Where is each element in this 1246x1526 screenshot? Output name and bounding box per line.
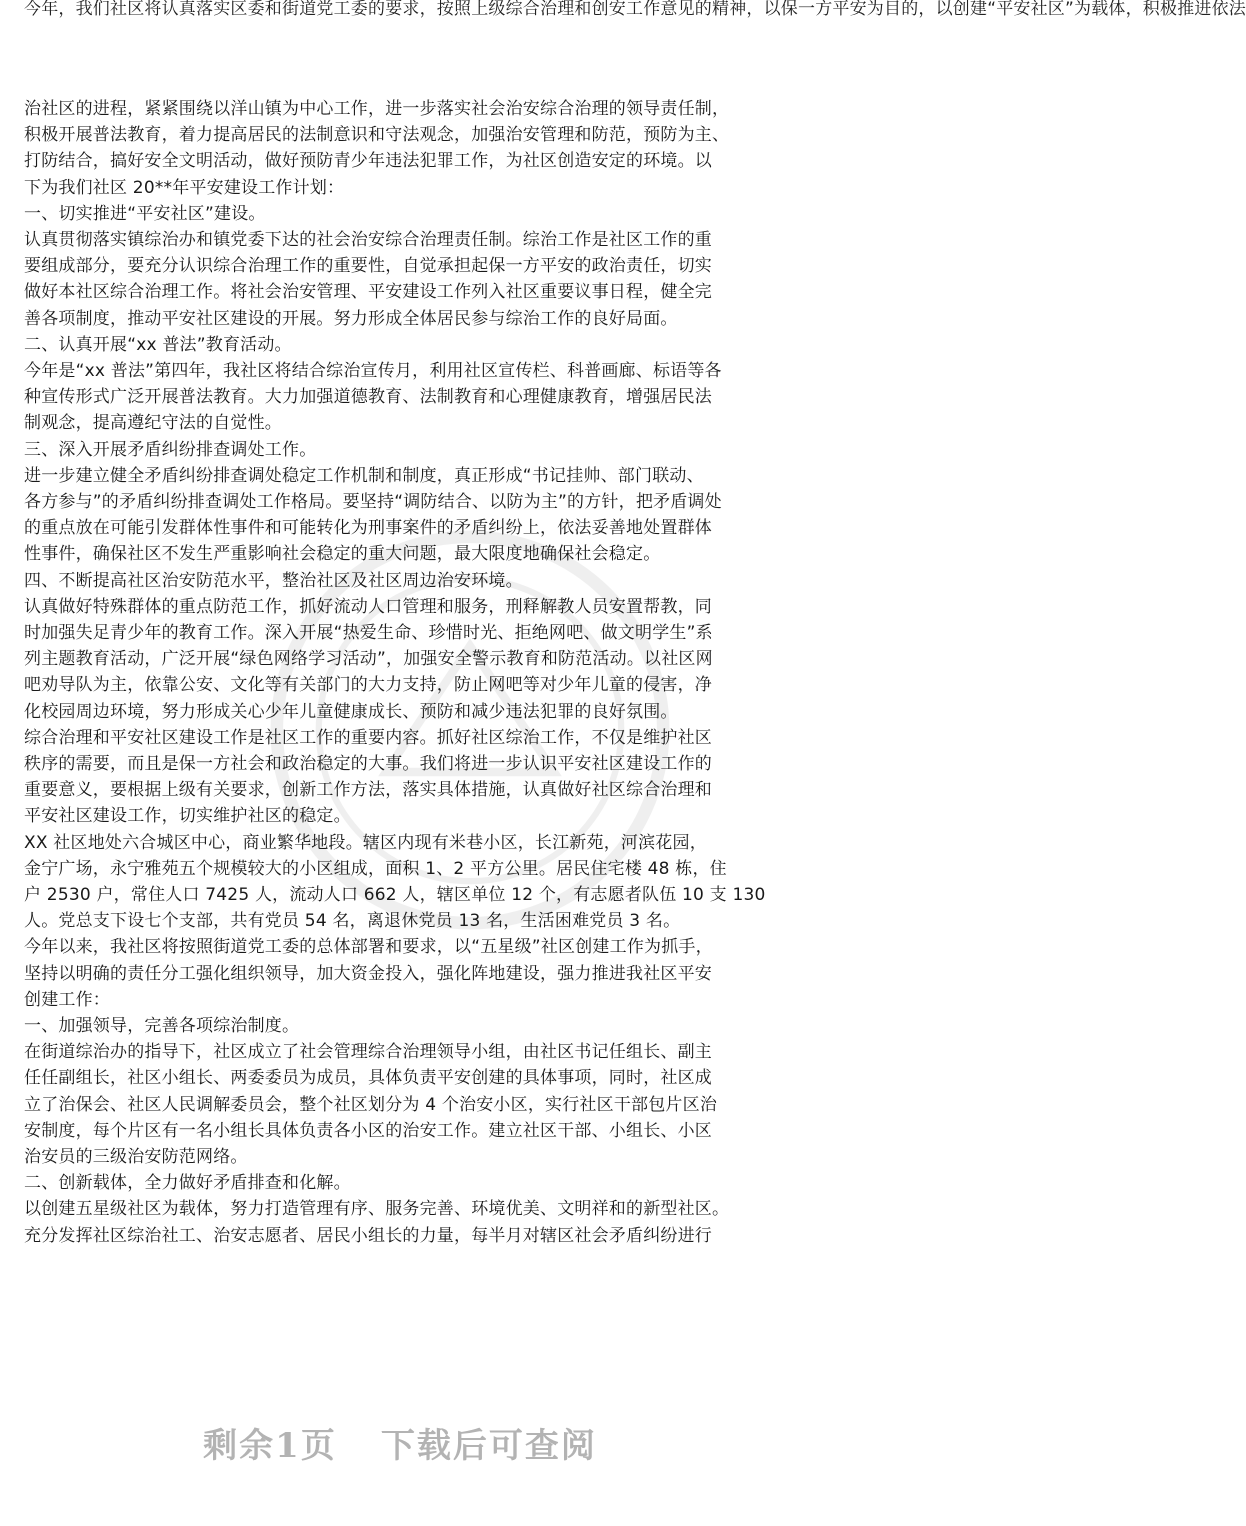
text-line: 打防结合，搞好安全文明活动，做好预防青少年违法犯罪工作，为社区创造安定的环境。以	[24, 151, 712, 172]
text-line: 坚持以明确的责任分工强化组织领导，加大资金投入，强化阵地建设，强力推进我社区平安	[24, 963, 712, 984]
text-line: 任任副组长，社区小组长、两委委员为成员，具体负责平安创建的具体事项，同时，社区成	[24, 1068, 712, 1089]
text-line: 二、认真开展“xx 普法”教育活动。	[24, 334, 292, 355]
text-line: 二、创新载体，全力做好矛盾排查和化解。	[24, 1173, 351, 1194]
text-line: 时加强失足青少年的教育工作。深入开展“热爱生命、珍惜时光、拒绝网吧、做文明学生”系	[24, 623, 713, 643]
text-line: 平安社区建设工作，切实维护社区的稳定。	[24, 806, 351, 827]
text-line: 今年是“xx 普法”第四年，我社区将结合综治宣传月，利用社区宣传栏、科普画廊、标语等各	[24, 361, 722, 381]
text-line: 治安员的三级治安防范网络。	[24, 1147, 248, 1167]
text-line: 认真贯彻落实镇综治办和镇党委下达的社会治安综合治理责任制。综治工作是社区工作的重	[24, 230, 712, 250]
download-to-view-text: 下载后可查阅	[380, 1426, 597, 1466]
text-line: 在街道综治办的指导下，社区成立了社会管理综合治理领导小组，由社区书记任组长、副主	[24, 1042, 712, 1063]
text-line: 三、深入开展矛盾纠纷排查调处工作。	[24, 439, 317, 460]
text-line: 列主题教育活动，广泛开展“绿色网络学习活动”，加强安全警示教育和防范活动。以社区网	[24, 649, 713, 670]
text-line: 要组成部分，要充分认识综合治理工作的重要性，自觉承担起保一方平安的政治责任，切实	[24, 256, 712, 277]
text-line: 种宣传形式广泛开展普法教育。大力加强道德教育、法制教育和心理健康教育，增强居民法	[24, 387, 712, 408]
text-line: 四、不断提高社区治安防范水平，整治社区及社区周边治安环境。	[24, 570, 523, 591]
text-line: 治社区的进程，紧紧围绕以洋山镇为中心工作，进一步落实社会治安综合治理的领导责任制，	[24, 99, 730, 119]
text-line: 一、切实推进“平安社区”建设。	[24, 203, 266, 224]
text-line: 吧劝导队为主，依靠公安、文化等有关部门的大力支持，防止网吧等对少年儿童的侵害，净	[24, 675, 712, 696]
text-line: XX 社区地处六合城区中心，商业繁华地段。辖区内现有米巷小区，长江新苑，河滨花园，	[24, 832, 707, 853]
text-line: 进一步建立健全矛盾纠纷排查调处稳定工作机制和制度，真正形成“书记挂帅、部门联动、	[24, 465, 704, 486]
text-line: 户 2530 户，常住人口 7425 人，流动人口 662 人，辖区单位 12 个，有志愿者队伍 10 支 130	[24, 885, 766, 905]
text-line: 做好本社区综合治理工作。将社会治安管理、平安建设工作列入社区重要议事日程，健全完	[24, 282, 712, 303]
remaining-pages-text: 剩余1页	[203, 1426, 337, 1466]
text-line: 创建工作：	[24, 989, 110, 1010]
text-line: 以创建五星级社区为载体，努力打造管理有序、服务完善、环境优美、文明祥和的新型社区。	[24, 1199, 730, 1220]
text-line: 今年以来，我社区将按照街道党工委的总体部署和要求，以“五星级”社区创建工作为抓手，	[24, 937, 713, 958]
text-line: 安制度，每个片区有一名小组长具体负责各小区的治安工作。建立社区干部、小组长、小区	[24, 1120, 712, 1141]
text-line: 一、加强领导，完善各项综治制度。	[24, 1016, 300, 1036]
text-line: 重要意义，要根据上级有关要求，创新工作方法，落实具体措施，认真做好社区综合治理和	[24, 780, 712, 801]
download-prompt[interactable]	[0, 1418, 800, 1467]
text-line: 各方参与”的矛盾纠纷排查调处工作格局。要坚持“调防结合、以防为主”的方针，把矛盾调处	[24, 492, 722, 512]
text-line: 金宁广场，永宁雅苑五个规模较大的小区组成，面积 1、2 平方公里。居民住宅楼 48 栋，住	[24, 858, 727, 879]
text-line: 下为我们社区 20**年平安建设工作计划：	[24, 177, 345, 198]
text-line: 的重点放在可能引发群体性事件和可能转化为刑事案件的矛盾纠纷上，依法妥善地处置群体	[24, 518, 712, 539]
text-line: 秩序的需要，而且是保一方社会和政治稳定的大事。我们将进一步认识平安社区建设工作的	[24, 754, 712, 774]
text-line: 综合治理和平安社区建设工作是社区工作的重要内容。抓好社区综治工作，不仅是维护社区	[24, 727, 712, 748]
text-line: 人。党总支下设七个支部，共有党员 54 名，离退休党员 13 名，生活困难党员 3 名。	[24, 911, 681, 932]
text-line: 认真做好特殊群体的重点防范工作，抓好流动人口管理和服务，刑释解教人员安置帮教，同	[24, 596, 712, 617]
text-line: 积极开展普法教育，着力提高居民的法制意识和守法观念，加强治安管理和防范，预防为主、	[24, 125, 730, 146]
text-line: 善各项制度，推动平安社区建设的开展。努力形成全体居民参与综治工作的良好局面。	[24, 308, 678, 329]
text-line: 制观念，提高遵纪守法的自觉性。	[24, 413, 282, 434]
text-line: 性事件，确保社区不发生严重影响社会稳定的重大问题，最大限度地确保社会稳定。	[24, 544, 661, 565]
text-line: 充分发挥社区综治社工、治安志愿者、居民小组长的力量，每半月对辖区社会矛盾纠纷进行	[24, 1225, 712, 1246]
text-line: 化校园周边环境，努力形成关心少年儿童健康成长、预防和减少违法犯罪的良好氛围。	[24, 701, 678, 722]
text-line-cut: 今年，我们社区将认真落实区委和街道党工委的要求，按照上级综合治理和创安工作意见的精神，以保一方平安为目的，以创建“平安社区”为载体，积极推进依法	[24, 0, 1246, 19]
text-line: 立了治保会、社区人民调解委员会，整个社区划分为 4 个治安小区，实行社区干部包片区治	[24, 1094, 718, 1115]
